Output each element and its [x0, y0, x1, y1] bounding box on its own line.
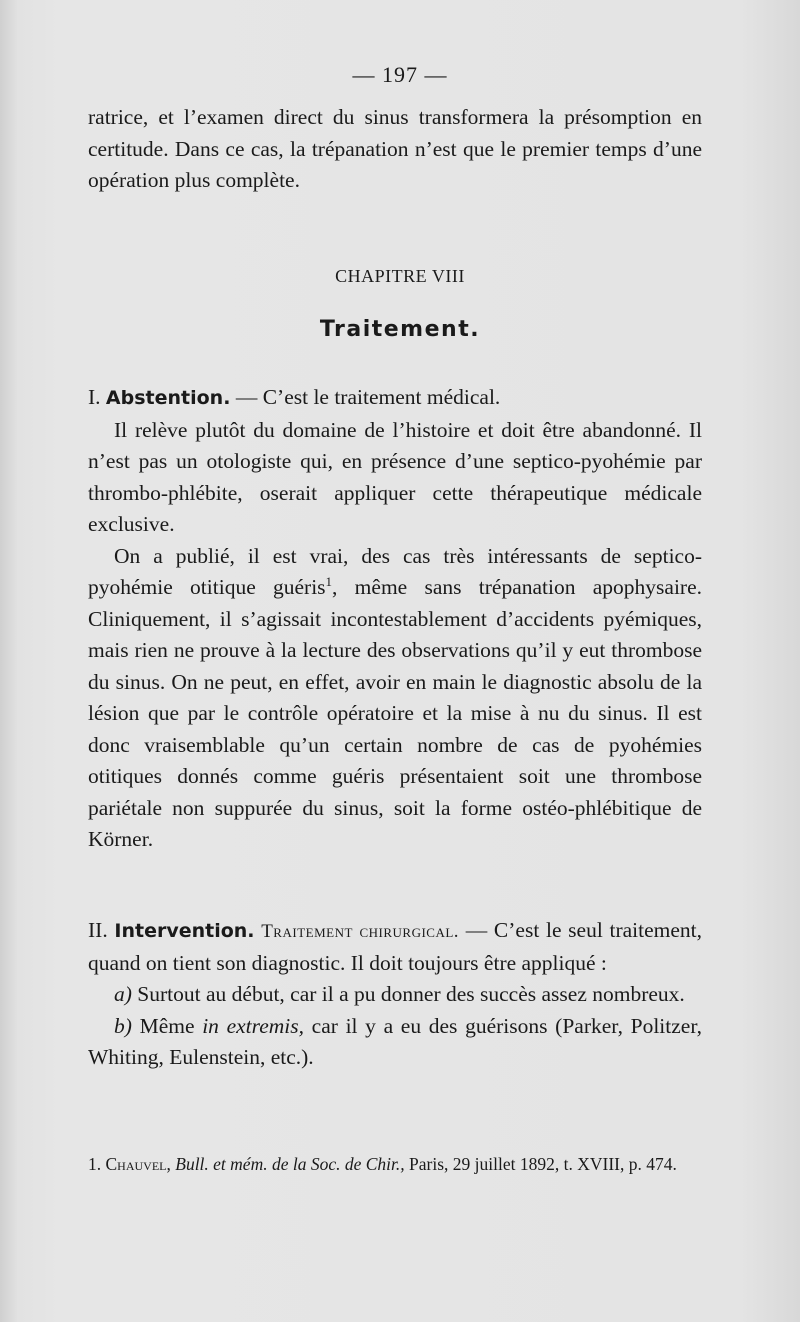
- section-intervention: [88, 915, 702, 1074]
- section2-number: II.: [88, 918, 108, 942]
- item-b-pre: Même: [131, 1013, 203, 1038]
- section2-intro: — C’est le seul traitement, quand on tient son diagnostic. Il doit toujours être appliqué :: [88, 918, 703, 975]
- opening-paragraph: ratrice, et l’examen direct du sinus transformera la présomption en certitude. Dans ce cas, la trépanation n’est que le premier temps d’une opération plus complète.: [88, 105, 702, 192]
- section1-heading-line: [88, 382, 702, 415]
- section1-paragraph-1: Il relève plutôt du domaine de l’histoire et doit être abandonné. Il n’est pas un otologiste qui, en présence d’une septico-pyohémie par thrombo-phlébite, oserait appliquer cette thérapeutique médicale exclusive.: [88, 417, 702, 536]
- chapter-label: CHAPITRE VIII: [335, 266, 465, 286]
- item-b-label: b): [114, 1013, 132, 1038]
- section2-item-b: [88, 1011, 702, 1074]
- item-a-text: Surtout au début, car il a pu donner des succès assez nombreux.: [131, 982, 685, 1006]
- footnote: [88, 1152, 702, 1177]
- section2-heading: Intervention.: [114, 920, 255, 942]
- opening-paragraph-block: [88, 102, 702, 197]
- footnote-rest: Paris, 29 juillet 1892, t. XVIII, p. 474.: [404, 1154, 677, 1174]
- section1-paragraph-2: [88, 541, 702, 856]
- section-abstention: [88, 382, 702, 856]
- section1-intro: — C’est le traitement médical.: [230, 385, 501, 409]
- section2-subheading: Traitement chirurgical.: [261, 921, 460, 942]
- page-number: — 197 —: [352, 62, 448, 87]
- section1-paragraph-2-end: , même sans trépanation apophysaire. Cliniquement, il s’agissait incontestablement d’accidents pyémiques, mais rien ne prouve à la lecture des observations qu’il y eut thrombose du sinus. On ne peut, en effet, avoir en main le diagnostic absolu de la lésion que par le contrôle opératoire et la mise à nu du sinus. Il est donc vraisemblable qu’un certain nombre de cas de pyohémies otitiques donnés comme guéris présentaient soit une thrombose pariétale non suppurée du sinus, soit la forme ostéo-phlébitique de Körner.: [88, 575, 702, 851]
- section2-item-a: [88, 979, 702, 1011]
- section1-paragraph-2-start: On a publié, il est vrai, des cas très intéressants de septico-pyohémie otitique guéris: [88, 543, 702, 599]
- section1-heading: Abstention.: [105, 387, 231, 409]
- chapter-title: Traitement.: [319, 317, 481, 342]
- item-a-label: a): [114, 982, 132, 1006]
- section2-heading-line: [88, 915, 702, 979]
- item-b-italic: in extremis,: [202, 1013, 304, 1038]
- item-b-text: car il y a eu des guérisons (Parker, Politzer, Whiting, Eulenstein, etc.).: [88, 1013, 702, 1069]
- footnote-ref[interactable]: 1: [325, 573, 333, 589]
- footnote-author: Chauvel,: [105, 1154, 171, 1174]
- footnote-number: 1.: [88, 1154, 102, 1174]
- section1-number: I.: [88, 385, 101, 409]
- footnote-journal: Bull. et mém. de la Soc. de Chir.,: [175, 1154, 405, 1174]
